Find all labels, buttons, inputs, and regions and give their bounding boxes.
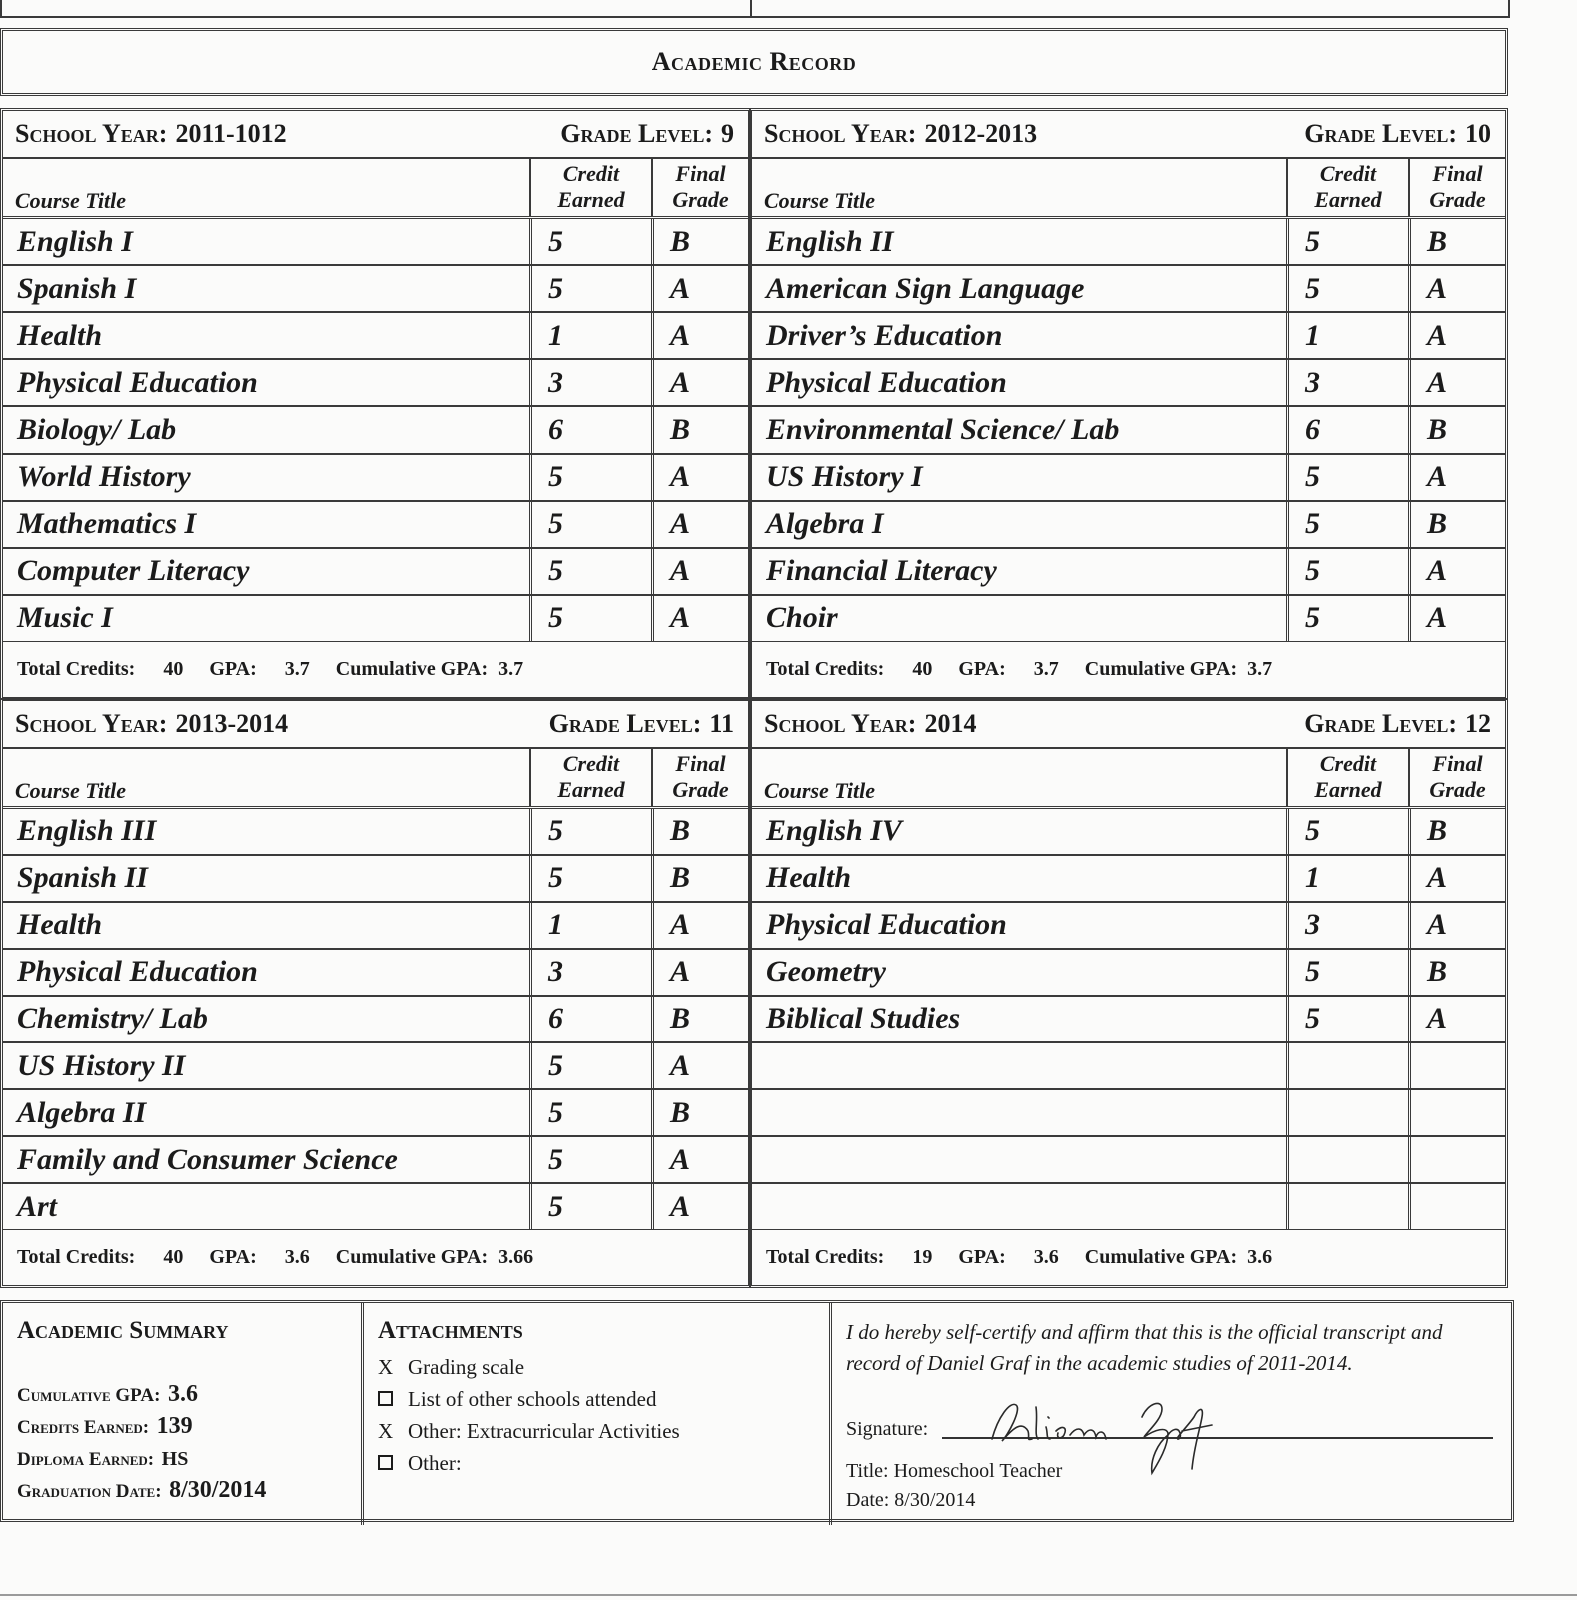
course-title-header: Course Title [15, 188, 127, 213]
course-title: English I [17, 224, 133, 258]
year-header [3, 111, 748, 159]
course-title: Biology/ Lab [17, 412, 177, 446]
course-title: Physical Education [766, 908, 1007, 942]
course-title: Algebra I [766, 507, 884, 541]
grade-level [1304, 119, 1491, 149]
credit-earned: 5 [529, 549, 651, 594]
final-grade: B [651, 856, 748, 901]
final-grade: B [651, 1090, 748, 1135]
table-row [752, 596, 1505, 641]
table-row [752, 809, 1505, 856]
table-row [3, 1137, 748, 1184]
cumulative-gpa-value: 3.6 [1247, 1246, 1273, 1268]
final-grade-header: Final Grade [651, 159, 748, 216]
credit-earned: 5 [529, 1184, 651, 1229]
empty-checkbox-icon [378, 1455, 393, 1470]
final-grade: A [1408, 856, 1505, 901]
course-title-header: Course Title [15, 778, 127, 803]
course-title: Health [17, 908, 103, 942]
final-grade: B [651, 219, 748, 264]
final-grade [1408, 1043, 1505, 1088]
gpa [209, 658, 309, 681]
final-grade: B [1408, 950, 1505, 995]
final-grade: A [1408, 313, 1505, 358]
year-header [3, 701, 748, 749]
empty-checkbox-icon [378, 1391, 393, 1406]
credit-earned: 6 [529, 997, 651, 1042]
table-row [752, 360, 1505, 407]
credit-earned: 5 [529, 266, 651, 311]
total-credits-label: Total Credits: [17, 658, 136, 680]
credit-earned: 1 [1286, 856, 1408, 901]
total-credits-value: 40 [163, 1246, 184, 1268]
total-credits-value: 40 [163, 658, 184, 680]
credit-earned: 5 [1286, 809, 1408, 854]
course-title: Biblical Studies [766, 1002, 961, 1035]
course-title: Health [766, 861, 852, 895]
course-title: Physical Education [766, 365, 1007, 399]
table-row [752, 903, 1505, 950]
column-headers [752, 159, 1505, 219]
course-rows [3, 219, 748, 641]
cumulative-gpa [336, 658, 523, 681]
credit-earned: 5 [529, 455, 651, 500]
attachment-label: Grading scale [408, 1355, 525, 1379]
final-grade: B [1408, 407, 1505, 452]
course-title: Mathematics I [17, 507, 197, 541]
final-grade: B [1408, 219, 1505, 264]
table-row [3, 219, 748, 266]
column-headers [3, 159, 748, 219]
course-title: English II [766, 224, 894, 258]
course-title: World History [17, 460, 191, 494]
course-title [752, 1090, 1286, 1135]
course-title: Choir [766, 601, 838, 635]
school-year [15, 709, 288, 739]
school-year-label: School Year: [764, 709, 917, 738]
credit-earned: 6 [1286, 407, 1408, 452]
credit-earned: 3 [529, 950, 651, 995]
gpa-value: 3.7 [1033, 658, 1059, 680]
school-year-label: School Year: [764, 119, 917, 148]
school-year-value: 2013-2014 [175, 709, 289, 738]
course-title: US History II [17, 1048, 186, 1082]
course-title: Chemistry/ Lab [17, 1002, 208, 1035]
attachment-item [378, 1415, 815, 1447]
credit-earned: 1 [529, 903, 651, 948]
gpa-label: GPA: [958, 1246, 1006, 1268]
course-title [752, 1184, 1286, 1229]
final-grade: A [651, 549, 748, 594]
attachments-title: Attachments [378, 1317, 523, 1344]
course-title: US History I [766, 460, 923, 494]
credit-earned-header: Credit Earned [529, 749, 651, 806]
course-title [752, 1137, 1286, 1182]
final-grade-header: Final Grade [1408, 159, 1505, 216]
table-row [752, 1043, 1505, 1090]
bottom-edge-rule [0, 1594, 1577, 1596]
total-credits [17, 658, 183, 681]
total-credits [766, 658, 932, 681]
final-grade: A [651, 950, 748, 995]
year-panel-1 [0, 108, 751, 700]
year-panel-4 [749, 698, 1508, 1288]
course-title: Health [17, 318, 103, 352]
cumulative-gpa [1085, 1246, 1272, 1269]
year-totals [752, 1229, 1505, 1285]
credit-earned: 1 [1286, 313, 1408, 358]
table-row [3, 549, 748, 596]
credits-earned-label: Credits Earned: [17, 1417, 150, 1438]
year-header [752, 111, 1505, 159]
course-title: Geometry [766, 955, 886, 989]
signature-line [942, 1397, 1493, 1439]
table-row [3, 997, 748, 1044]
year-header [752, 701, 1505, 749]
credit-earned: 1 [529, 313, 651, 358]
grade-level-value: 11 [709, 709, 734, 738]
attachment-item [378, 1383, 815, 1415]
attachment-label: Other: Extracurricular Activities [408, 1419, 680, 1443]
x-mark: X [378, 1419, 394, 1443]
table-row [3, 266, 748, 313]
attachments [361, 1303, 829, 1525]
final-grade: A [1408, 266, 1505, 311]
cumulative-gpa [1085, 658, 1272, 681]
checkbox-icon [378, 1447, 408, 1479]
final-grade: A [1408, 455, 1505, 500]
final-grade: A [651, 455, 748, 500]
final-grade: A [1408, 360, 1505, 405]
top-box-fragment-left [0, 0, 752, 18]
table-row [752, 1184, 1505, 1229]
final-grade [1408, 1137, 1505, 1182]
signature-date: Date: 8/30/2014 [846, 1489, 976, 1511]
cumulative-gpa-label: Cumulative GPA: [335, 658, 489, 680]
final-grade: A [1408, 549, 1505, 594]
final-grade: A [651, 903, 748, 948]
table-row [3, 1043, 748, 1090]
credit-earned-header: Credit Earned [1286, 159, 1408, 216]
credit-earned: 5 [1286, 596, 1408, 641]
gpa [958, 658, 1058, 681]
summary-section [0, 1300, 1514, 1522]
cumulative-gpa-value: 3.7 [498, 658, 524, 680]
table-row [3, 1184, 748, 1229]
table-row [752, 455, 1505, 502]
attachment-label: Other: [408, 1451, 462, 1475]
year-totals [3, 1229, 748, 1285]
grade-level-value: 9 [721, 119, 734, 148]
course-title: Computer Literacy [17, 554, 250, 588]
course-title: Art [17, 1189, 58, 1223]
gpa [209, 1246, 309, 1269]
cumulative-gpa-value: 3.7 [1247, 658, 1273, 680]
column-headers [752, 749, 1505, 809]
course-title: Spanish II [17, 861, 148, 895]
course-title: Spanish I [17, 271, 137, 305]
gpa-label: GPA: [958, 658, 1006, 680]
credits-earned-value: 139 [156, 1413, 193, 1439]
credit-earned: 5 [529, 1043, 651, 1088]
page-title: Academic Record [651, 47, 857, 76]
course-title: Physical Education [17, 955, 258, 989]
final-grade: B [651, 809, 748, 854]
credit-earned: 5 [529, 596, 651, 641]
signer-title: Title: Homeschool Teacher [846, 1460, 1063, 1482]
school-year [764, 709, 976, 739]
credit-earned-header: Credit Earned [1286, 749, 1408, 806]
final-grade: A [1408, 997, 1505, 1042]
gpa-value: 3.6 [284, 1246, 310, 1268]
course-title: English IV [766, 814, 902, 848]
credit-earned: 5 [529, 219, 651, 264]
total-credits-value: 19 [912, 1246, 933, 1268]
final-grade: A [651, 502, 748, 547]
attachment-label: List of other schools attended [408, 1387, 657, 1411]
graduation-date-value: 8/30/2014 [169, 1477, 267, 1503]
table-row [752, 549, 1505, 596]
cumulative-gpa-value: 3.6 [167, 1381, 198, 1407]
credit-earned [1286, 1090, 1408, 1135]
certification-text: I do hereby self-certify and affirm that this is the official transcript and record of Daniel Graf in the academic studies of 2011-2014. [846, 1320, 1443, 1375]
total-credits-value: 40 [912, 658, 933, 680]
grade-level [1304, 709, 1491, 739]
course-title [752, 1043, 1286, 1088]
year-panel-2 [749, 108, 1508, 700]
gpa-label: GPA: [209, 658, 257, 680]
school-year-value: 2012-2013 [924, 119, 1038, 148]
column-headers [3, 749, 748, 809]
course-title: Driver’s Education [766, 318, 1003, 352]
course-title: Music I [17, 601, 113, 635]
gpa-value: 3.6 [1033, 1246, 1059, 1268]
total-credits [766, 1246, 932, 1269]
school-year [15, 119, 287, 149]
grade-level-label: Grade Level: [1304, 119, 1457, 148]
academic-summary [3, 1303, 361, 1525]
credit-earned: 5 [1286, 502, 1408, 547]
grade-level [560, 119, 734, 149]
year-panel-3 [0, 698, 751, 1288]
total-credits [17, 1246, 183, 1269]
attachment-item [378, 1447, 815, 1479]
final-grade [1408, 1184, 1505, 1229]
credit-earned: 6 [529, 407, 651, 452]
graduation-date-label: Graduation Date: [17, 1481, 162, 1502]
final-grade: A [651, 1184, 748, 1229]
cumulative-gpa-label: Cumulative GPA: [335, 1246, 489, 1268]
final-grade: A [651, 1137, 748, 1182]
final-grade: A [651, 596, 748, 641]
course-title: Environmental Science/ Lab [766, 412, 1120, 446]
course-rows [752, 219, 1505, 641]
credit-earned: 3 [1286, 360, 1408, 405]
course-title-header: Course Title [764, 188, 876, 213]
final-grade: A [651, 266, 748, 311]
grade-level-label: Grade Level: [548, 709, 702, 738]
final-grade: A [651, 313, 748, 358]
grade-level-value: 12 [1465, 709, 1491, 738]
final-grade [1408, 1090, 1505, 1135]
credit-earned: 5 [1286, 997, 1408, 1042]
summary-title: Academic Summary [17, 1317, 229, 1344]
course-title: American Sign Language [766, 271, 1085, 305]
cumulative-gpa-label: Cumulative GPA: [17, 1385, 161, 1406]
final-grade: A [1408, 596, 1505, 641]
school-year-label: School Year: [15, 119, 168, 148]
table-row [752, 266, 1505, 313]
grade-level-value: 10 [1465, 119, 1491, 148]
course-title-header: Course Title [764, 778, 876, 803]
signature-row [846, 1393, 1493, 1445]
final-grade: A [1408, 903, 1505, 948]
signature-label: Signature: [846, 1418, 929, 1440]
top-box-fragment-right [748, 0, 1510, 18]
table-row [3, 407, 748, 454]
cumulative-gpa [336, 1246, 533, 1269]
final-grade: B [651, 407, 748, 452]
table-row [3, 950, 748, 997]
table-row [3, 1090, 748, 1137]
table-row [752, 219, 1505, 266]
credit-earned [1286, 1043, 1408, 1088]
table-row [3, 809, 748, 856]
credit-earned: 3 [529, 360, 651, 405]
table-row [752, 1090, 1505, 1137]
course-rows [752, 809, 1505, 1229]
table-row [3, 502, 748, 549]
table-row [3, 360, 748, 407]
table-row [752, 997, 1505, 1044]
final-grade: A [651, 360, 748, 405]
table-row [3, 455, 748, 502]
school-year-value: 2011-1012 [175, 119, 287, 148]
credit-earned: 5 [529, 856, 651, 901]
credit-earned: 5 [1286, 549, 1408, 594]
final-grade-header: Final Grade [651, 749, 748, 806]
credit-earned [1286, 1184, 1408, 1229]
grade-level [549, 709, 734, 739]
credit-earned: 5 [529, 1137, 651, 1182]
table-row [752, 1137, 1505, 1184]
school-year-value: 2014 [924, 709, 977, 738]
handwritten-signature [972, 1387, 1272, 1477]
cumulative-gpa-label: Cumulative GPA: [1084, 658, 1238, 680]
table-row [3, 313, 748, 360]
school-year-label: School Year: [15, 709, 168, 738]
academic-record-header [0, 28, 1508, 96]
diploma-earned-label: Diploma Earned: [17, 1449, 155, 1470]
grade-level-label: Grade Level: [1304, 709, 1457, 738]
certification [829, 1303, 1511, 1525]
table-row [752, 502, 1505, 549]
school-year [764, 119, 1037, 149]
grade-level-label: Grade Level: [560, 119, 713, 148]
course-title: Algebra II [17, 1095, 147, 1129]
credit-earned-header: Credit Earned [529, 159, 651, 216]
credit-earned: 5 [529, 809, 651, 854]
table-row [752, 856, 1505, 903]
final-grade: B [1408, 502, 1505, 547]
gpa-value: 3.7 [284, 658, 310, 680]
course-rows [3, 809, 748, 1229]
gpa-label: GPA: [209, 1246, 257, 1268]
credit-earned [1286, 1137, 1408, 1182]
cumulative-gpa-label: Cumulative GPA: [1084, 1246, 1238, 1268]
final-grade-header: Final Grade [1408, 749, 1505, 806]
credit-earned: 3 [1286, 903, 1408, 948]
year-totals [752, 641, 1505, 697]
total-credits-label: Total Credits: [766, 1246, 885, 1268]
gpa [958, 1246, 1058, 1269]
course-title: Family and Consumer Science [17, 1142, 398, 1176]
year-totals [3, 641, 748, 697]
credit-earned: 5 [1286, 219, 1408, 264]
table-row [3, 903, 748, 950]
table-row [752, 313, 1505, 360]
x-mark: X [378, 1355, 394, 1379]
credit-earned: 5 [529, 502, 651, 547]
attachments-list [378, 1351, 815, 1479]
cumulative-gpa-value: 3.66 [498, 1246, 534, 1268]
table-row [3, 596, 748, 641]
final-grade: B [1408, 809, 1505, 854]
total-credits-label: Total Credits: [17, 1246, 136, 1268]
table-row [3, 856, 748, 903]
table-row [752, 950, 1505, 997]
course-title: English III [17, 814, 157, 848]
course-title: Physical Education [17, 365, 258, 399]
credit-earned: 5 [1286, 455, 1408, 500]
final-grade: B [651, 997, 748, 1042]
diploma-earned-value: HS [161, 1448, 189, 1470]
final-grade: A [651, 1043, 748, 1088]
credit-earned: 5 [1286, 950, 1408, 995]
credit-earned: 5 [529, 1090, 651, 1135]
total-credits-label: Total Credits: [766, 658, 885, 680]
attachment-item [378, 1351, 815, 1383]
table-row [752, 407, 1505, 454]
course-title: Financial Literacy [766, 554, 997, 588]
checkbox-icon [378, 1383, 408, 1415]
credit-earned: 5 [1286, 266, 1408, 311]
